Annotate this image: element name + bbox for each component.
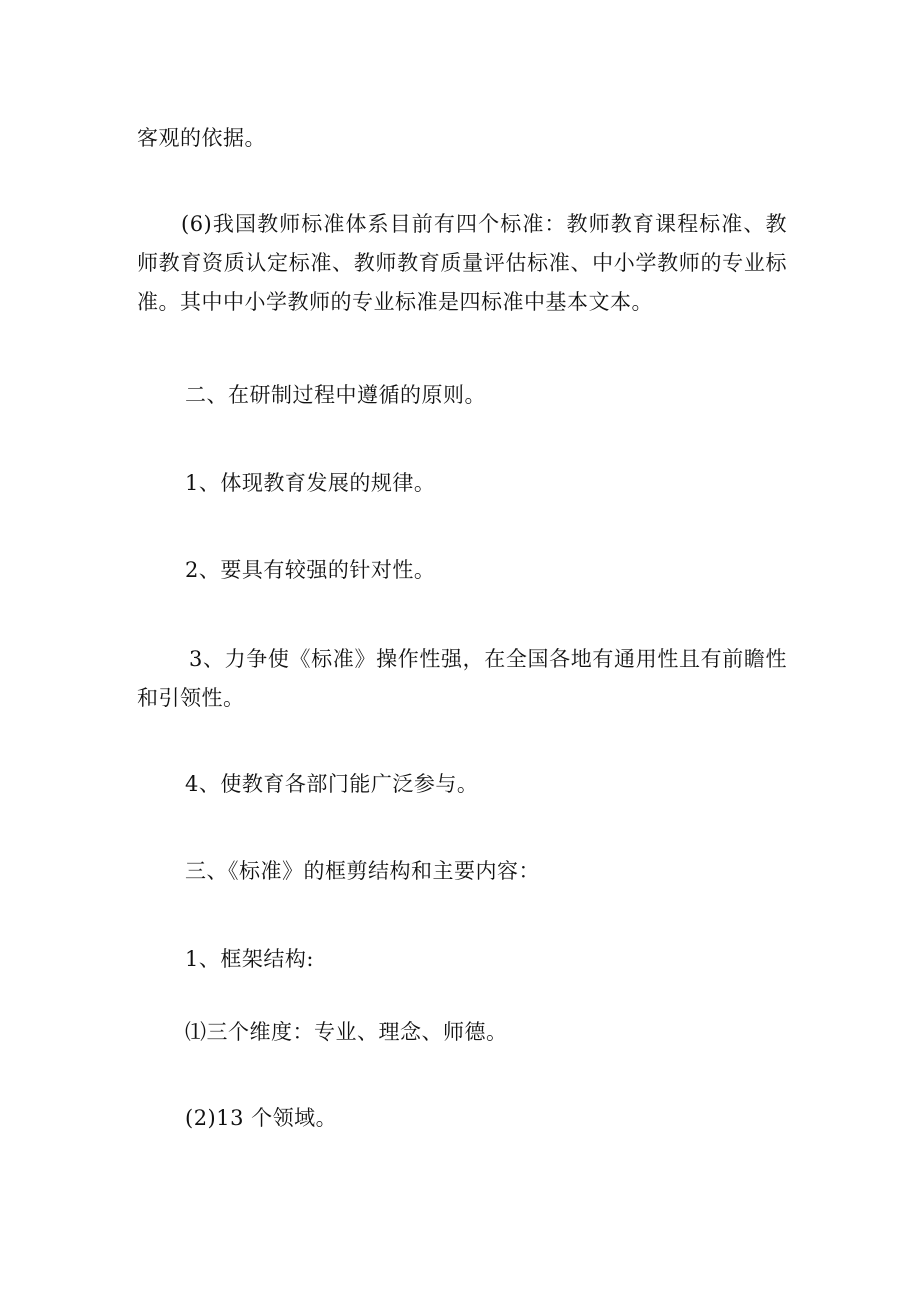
framework-item-1: 1、框架结构: [185, 947, 314, 971]
section-heading-framework: 三、《标准》的框剪结构和主要内容： [185, 859, 540, 883]
principle-item-3: 3、力争使《标准》操作性强，在全国各地有通用性且有前瞻性和引领性。 [137, 647, 787, 710]
paragraph-teacher-standards-system: (6)我国教师标准体系目前有四个标准：教师教育课程标准、教师教育资质认定标准、教师教育质量评估标准、中小学教师的专业标准。其中中小学教师的专业标准是四标准中基本文本。 [137, 212, 787, 314]
principle-item-4: 4、使教育各部门能广泛参与。 [185, 772, 479, 796]
principle-item-1: 1、体现教育发展的规律。 [185, 471, 436, 495]
principle-item-2: 2、要具有较强的针对性。 [185, 558, 436, 582]
framework-subitem-domains: (2)13 个领域。 [185, 1106, 338, 1130]
framework-subitem-dimensions: ⑴三个维度：专业、理念、师德。 [185, 1020, 508, 1044]
section-heading-principles: 二、在研制过程中遵循的原则。 [185, 383, 486, 407]
paragraph-continuation: 客观的依据。 [137, 126, 266, 150]
